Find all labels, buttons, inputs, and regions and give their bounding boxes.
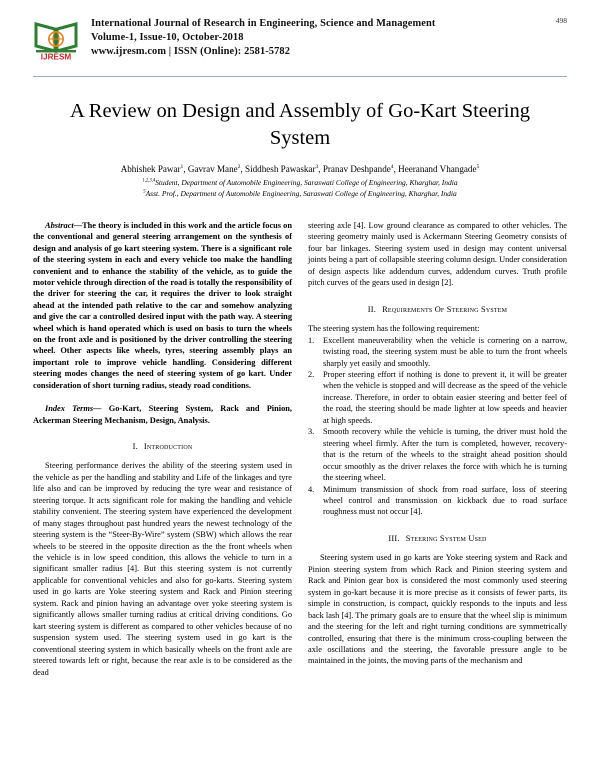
requirement-item: Minimum transmission of shock from road surface, loss of steering wheel control and transmission on kickback due to road surface roughness must not occur [4]. — [323, 484, 567, 517]
index-terms-label: Index Terms — [45, 404, 94, 414]
header-divider — [33, 76, 567, 77]
open-book-globe-icon — [33, 17, 79, 61]
journal-masthead — [33, 16, 567, 61]
abstract-label: Abstract — [45, 221, 74, 230]
author-affiliation-marker: 5 — [476, 163, 480, 170]
column-left — [33, 220, 292, 678]
author-affiliation-marker: 1 — [180, 163, 184, 170]
index-terms-text: Go-Kart, Steering System, Rack and Pinion, Ackerman Steering Mechanism, Design, Analysis. — [33, 404, 292, 425]
author-list: Abhishek Pawar$^1$, Gavrav Mane$^2$, Siddhesh Pawaskar$^3$, Pranav Deshpande$^4$, Heeranand Vhangade$^5$ — [120, 163, 480, 174]
author-affiliation-marker: 2 — [237, 163, 241, 170]
requirement-item: Smooth recovery while the vehicle is turning, the driver must hold the steering wheel firmly. After the turn is completed, however, recovery-that is the return of the wheels to the straight ahead position should occur smoothly as the driver relaxes the force with which he is turning the steering wheel. — [323, 427, 567, 483]
journal-name: International Journal of Research in Engineering, Science and Management — [91, 18, 436, 29]
section-numeral: III. — [388, 533, 400, 543]
affiliation-line — [52, 177, 548, 188]
steering-system-used-paragraph: Steering system used in go karts are Yoke steering system and Rack and Pinion steering system from which Rack and Pinion steering system and Rack and Pinion gear box is considered the most commonly used steering system in go-kart because it is more precise as it consists of fewer parts, its simple in construction, is compact, quickly responds to the inputs and less back lash [4]. The primary goals are to ensure that the wheel slip is minimum and the steering for the left and right turning conditions are symmetrically controlled, ensuring that there is the minimum cross-coupling between the axle oscillations and the steering, the favorable pressure angle to be maintained in the joints, the moving parts of the mechanism and — [308, 553, 567, 666]
abstract-text: The theory is included in this work and the article focus on the conventional and general steering arrangement on the synthesis of design and analysis of go kart steering system. There is a significant role of the steering system in each and every vehicle too make the handling convenient and to enhance the stability of the vehicle, as to guide the motor vehicle through direction of the road is totally the responsibility of the driver for steering the car, it requires the driver to look straight ahead at the intended path relative to the car and somehow analyzing and give the car a controlled desired input with the path way. A steering wheel which is hand operated which is used on basis to turn the wheels on the front axle and is positioned by the driver controlling the steering wheel. Other aspects like wheels, tyres, steering assembly plays an important role to improve vehicle handling. Considering different steering modes changes the need of steering system of go kart. Under consideration of short turning radius, steady road conditions. — [33, 221, 292, 390]
abstract-paragraph — [33, 220, 292, 391]
section-name: Steering System Used — [405, 533, 487, 543]
section-name: Introduction — [143, 441, 193, 451]
affiliation-text: Student, Department of Automobile Engineering, Saraswati College of Engineering, Kharghar, India — [155, 178, 458, 187]
affiliation-line — [52, 188, 548, 199]
requirement-item: Proper steering effort if nothing is done to prevent it, it will be greater when the vehicle is stopped and will decrease as the speed of the vehicle increase. Therefore, in order to obtain easier steering and better feel of the road, the steering should be made lighter at low speeds and heavier at high speeds. — [323, 369, 567, 425]
introduction-paragraph: Steering performance derives the ability of the steering system used in the vehicle as per the handling and stability and Life of the linkages and tyre life also and can be improved by reducing the tyre wear and resistance of steering torque. It acts significant role for making the handling and vehicle stability convenient. The steering system have experienced the development of many stages throughout past hundred years the newest technology of the steering system is the “Steer-By-Wire” system (SBW) which allows the rear wheels to be steered in the opposite direction as the the front wheels when the vehicle is in low speed condition, this allows the vehicle to turn in a significant smaller radius [4]. But this steering system is not currently applicable for conventional vehicles and also for go-karts. Steering system used in go karts are Yoke steering system and Rack and Pinion steering system. Rack and pinion having an advantage over yoke steering system is significantly allows smaller turning radius at critical driving conditions. Go kart steering system is different as compared to other vehicles because of no suspension system used. The steering system used in go kart is the conventional steering system in which basically wheels on the front axle are steered towards left or right, because the rear axle is to be considered as the dead — [33, 461, 292, 677]
author-name: Siddhesh Pawaskar$^3$ — [245, 163, 319, 174]
abstract-dash: — — [73, 221, 83, 230]
requirements-lead: The steering system has the following requirement: — [308, 324, 480, 334]
author-name: Pranav Deshpande$^4$ — [322, 163, 394, 174]
author-affiliation-marker: 3 — [315, 163, 319, 170]
page-number: 498 — [555, 16, 567, 25]
ijresm-logo — [33, 17, 79, 61]
affiliation-text: Asst. Prof., Department of Automobile Engineering, Saraswati College of Engineering, Kharghar, India — [145, 189, 457, 199]
author-name: Gavrav Mane$^2$ — [187, 163, 241, 174]
author-name: Heeranand Vhangade$^5$ — [398, 163, 480, 174]
introduction-continuation: steering axle [4]. Low ground clearance as compared to other vehicles. The steering geometry mainly used is Ackermann Steering Geometry consists of four bar linkages. Steering system used in design may content universal joints being a part of collapsible steering column design. Under consideration of design aspects like addendum curves, addendum curves. Truth profile pitch curves of the gears used in design [2]. — [308, 221, 567, 288]
requirements-list — [308, 335, 567, 518]
logo-wordmark: IJRESM — [40, 52, 72, 61]
journal-volume-issue: Volume-1, Issue-10, October-2018 — [91, 32, 244, 43]
affiliation-marker: 5 — [143, 189, 146, 195]
affiliation-list — [52, 177, 548, 199]
section-heading-steering-system-used — [308, 533, 567, 544]
journal-url-issn: www.ijresm.com | ISSN (Online): 2581-5782 — [91, 46, 290, 57]
requirement-item: Excellent maneuverability when the vehicle is cornering on a narrow, twisting road, the steering system must be able to turn the front wheels sharply yet easily and smoothly. — [323, 335, 567, 368]
section-name: Requirements Of Steering System — [382, 304, 508, 314]
section-heading-requirements — [308, 304, 567, 315]
affiliation-marker: 1,2,3,4 — [142, 178, 156, 184]
author-affiliation-marker: 4 — [390, 163, 394, 170]
index-terms-paragraph — [33, 403, 292, 426]
paper-title: A Review on Design and Assembly of Go-Kart Steering System — [69, 100, 531, 149]
masthead-lines — [91, 16, 567, 59]
author-name: Abhishek Pawar$^1$ — [120, 163, 184, 174]
index-terms-dash: — — [93, 404, 109, 414]
column-right — [308, 220, 567, 667]
section-heading-introduction — [33, 441, 292, 452]
section-numeral: I. — [132, 441, 138, 451]
section-numeral: II. — [367, 304, 377, 314]
